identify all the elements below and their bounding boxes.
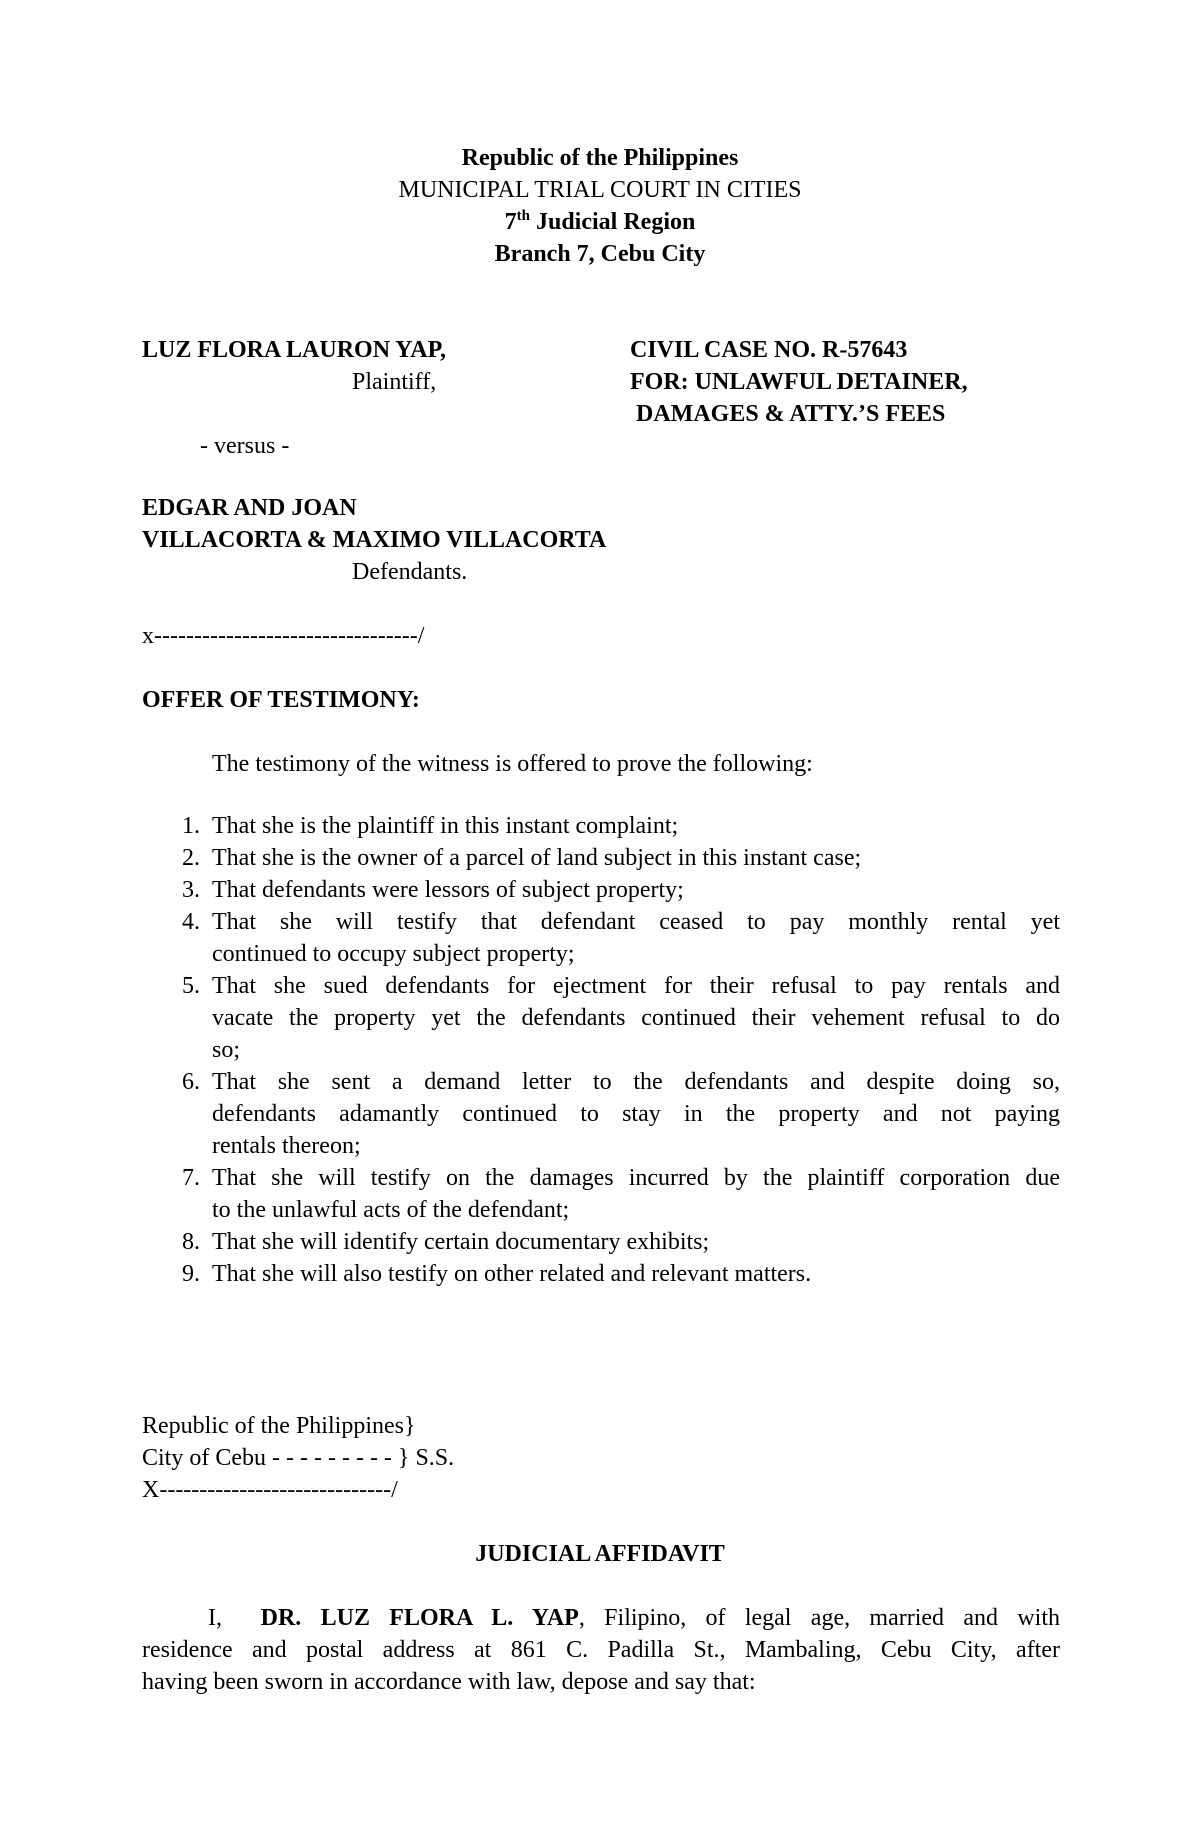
offer-item-text: That she is the plaintiff in this instant complaint; bbox=[212, 813, 679, 839]
region-number: 7 bbox=[504, 209, 517, 235]
region-text: Judicial Region bbox=[529, 209, 696, 235]
affidavit-line-3: having been sworn in accordance with law, depose and say that: bbox=[142, 1669, 756, 1695]
offer-item-number: 2. bbox=[182, 845, 200, 871]
offer-item-text: defendants adamantly continued to stay in the property and not paying bbox=[212, 1101, 1060, 1127]
affidavit-title: JUDICIAL AFFIDAVIT bbox=[475, 1541, 725, 1567]
offer-item-text: That defendants were lessors of subject property; bbox=[212, 877, 684, 903]
defendant-line-2: VILLACORTA & MAXIMO VILLACORTA bbox=[142, 527, 607, 553]
offer-heading: OFFER OF TESTIMONY: bbox=[142, 687, 420, 713]
venue-line-3: X-----------------------------/ bbox=[142, 1477, 398, 1503]
defendant-line-1: EDGAR AND JOAN bbox=[142, 495, 357, 521]
affidavit-line-2: residence and postal address at 861 C. Padilla St., Mambaling, Cebu City, after bbox=[142, 1637, 1060, 1663]
offer-item-text: rentals thereon; bbox=[212, 1133, 361, 1159]
offer-item-number: 8. bbox=[182, 1229, 200, 1255]
offer-item-text: That she sent a demand letter to the defendants and despite doing so, bbox=[212, 1069, 1060, 1095]
case-for: FOR: UNLAWFUL DETAINER, bbox=[630, 369, 968, 395]
offer-item-text: That she will identify certain documentary exhibits; bbox=[212, 1229, 710, 1255]
plaintiff-name: LUZ FLORA LAURON YAP, bbox=[142, 337, 447, 363]
offer-item-number: 1. bbox=[182, 813, 200, 839]
offer-item-text: That she sued defendants for ejectment for their refusal to pay rentals and bbox=[212, 973, 1060, 999]
offer-item-number: 3. bbox=[182, 877, 200, 903]
defendant-label: Defendants. bbox=[352, 559, 468, 585]
region-suffix: th bbox=[516, 208, 530, 224]
venue-line-1: Republic of the Philippines} bbox=[142, 1413, 416, 1439]
offer-item-text: That she will also testify on other related and relevant matters. bbox=[212, 1261, 812, 1287]
offer-item-text: continued to occupy subject property; bbox=[212, 941, 575, 967]
affidavit-line-1-rest: , Filipino, of legal age, married and with bbox=[578, 1605, 1060, 1631]
venue-line-2: City of Cebu - - - - - - - - - } S.S. bbox=[142, 1445, 455, 1471]
header-republic: Republic of the Philippines bbox=[461, 145, 739, 171]
header-region bbox=[0, 210, 1200, 234]
offer-item-text: That she will testify that defendant ceased to pay monthly rental yet bbox=[212, 909, 1060, 935]
offer-item-number: 4. bbox=[182, 909, 200, 935]
case-for-2: DAMAGES & ATTY.’S FEES bbox=[636, 401, 946, 427]
versus-label: - versus - bbox=[200, 433, 290, 459]
offer-item-text: vacate the property yet the defendants continued their vehement refusal to do bbox=[212, 1005, 1060, 1031]
header-court: MUNICIPAL TRIAL COURT IN CITIES bbox=[398, 177, 802, 203]
header-branch: Branch 7, Cebu City bbox=[494, 241, 706, 267]
plaintiff-label: Plaintiff, bbox=[352, 369, 437, 395]
affiant-name: DR. LUZ FLORA L. YAP bbox=[260, 1605, 579, 1631]
offer-item-text: That she is the owner of a parcel of land subject in this instant case; bbox=[212, 845, 862, 871]
offer-intro: The testimony of the witness is offered to prove the following: bbox=[212, 751, 813, 777]
offer-item-text: That she will testify on the damages incurred by the plaintiff corporation due bbox=[212, 1165, 1060, 1191]
caption-separator: x---------------------------------/ bbox=[142, 623, 425, 649]
offer-item-number: 9. bbox=[182, 1261, 200, 1287]
offer-item-number: 5. bbox=[182, 973, 200, 999]
offer-item-text: so; bbox=[212, 1037, 241, 1063]
offer-item-number: 7. bbox=[182, 1165, 200, 1191]
affidavit-line-1 bbox=[142, 1606, 1060, 1630]
case-number: CIVIL CASE NO. R-57643 bbox=[630, 337, 908, 363]
affidavit-pronoun: I, bbox=[208, 1605, 222, 1631]
offer-item-text: to the unlawful acts of the defendant; bbox=[212, 1197, 570, 1223]
offer-item-number: 6. bbox=[182, 1069, 200, 1095]
